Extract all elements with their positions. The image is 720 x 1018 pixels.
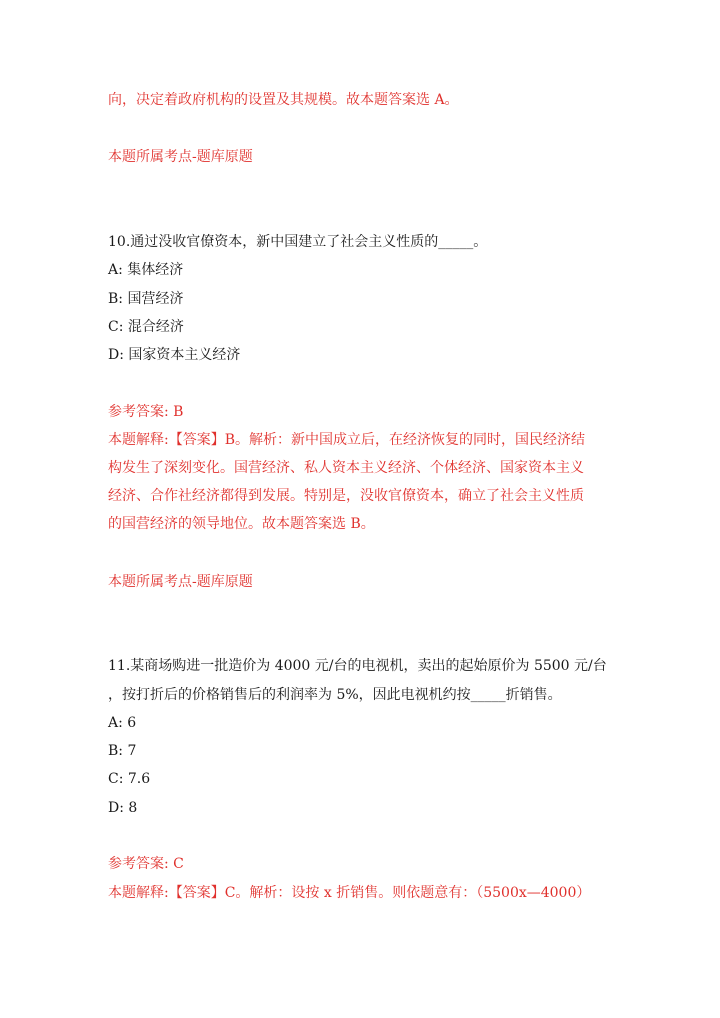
q11-answer: 参考答案: C <box>108 856 184 872</box>
q11-option-b: B: 7 <box>108 743 137 759</box>
q11-stem-line: ，按打折后的价格销售后的利润率为 5%，因此电视机约按_____折销售。 <box>108 687 562 703</box>
q10-explanation-line: 的国营经济的领导地位。故本题答案选 B。 <box>108 516 375 532</box>
q11-stem-line: 11.某商场购进一批造价为 4000 元/台的电视机，卖出的起始原价为 5500 元/台 <box>108 658 607 674</box>
q10-source-note: 本题所属考点-题库原题 <box>108 574 253 590</box>
q11-explanation-line: 本题解释:【答案】C。解析：设按 x 折销售。则依题意有：（5500x—4000） <box>108 885 591 901</box>
prev-explanation-end: 向，决定着政府机构的设置及其规模。故本题答案选 A。 <box>108 92 459 108</box>
q11-option-d: D: 8 <box>108 800 138 816</box>
q11-option-c: C: 7.6 <box>108 771 151 787</box>
q10-option-c: C: 混合经济 <box>108 319 184 335</box>
q10-explanation-line: 本题解释:【答案】B。解析：新中国成立后，在经济恢复的同时，国民经济结 <box>108 432 586 448</box>
q10-stem: 10.通过没收官僚资本，新中国建立了社会主义性质的_____。 <box>108 234 488 250</box>
q10-option-b: B: 国营经济 <box>108 291 184 307</box>
q10-explanation-line: 经济、合作社经济都得到发展。特别是，没收官僚资本，确立了社会主义性质 <box>108 488 584 504</box>
q11-option-a: A: 6 <box>108 715 137 731</box>
q10-option-a: A: 集体经济 <box>108 262 184 278</box>
q10-option-d: D: 国家资本主义经济 <box>108 347 241 363</box>
q10-explanation-line: 构发生了深刻变化。国营经济、私人资本主义经济、个体经济、国家资本主义 <box>108 460 584 476</box>
q10-answer: 参考答案: B <box>108 404 184 420</box>
prev-source-note: 本题所属考点-题库原题 <box>108 149 253 165</box>
